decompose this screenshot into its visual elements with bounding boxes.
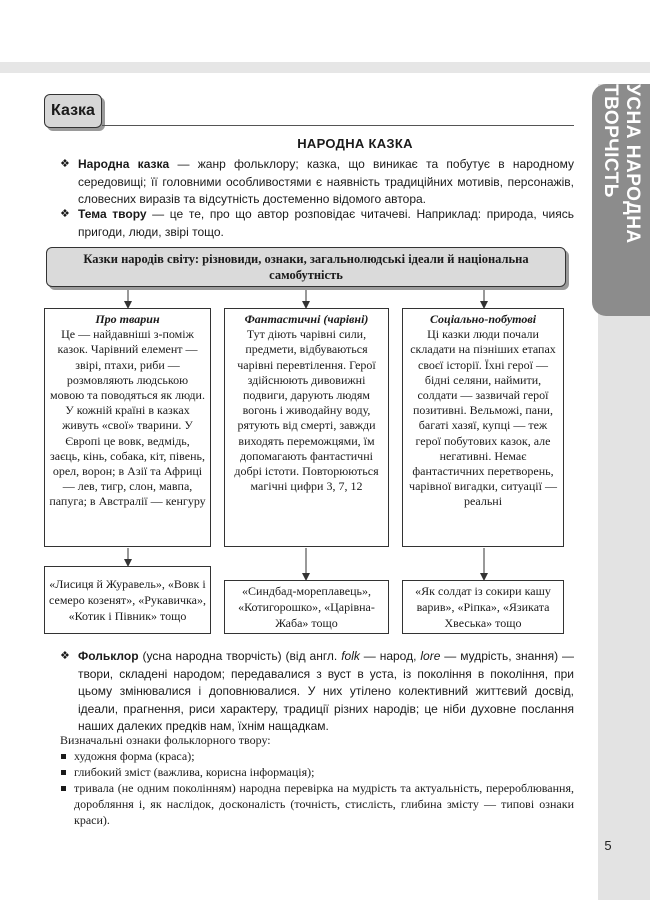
definition-text: — народ, (359, 649, 421, 663)
diamond-bullet-icon: ❖ (60, 158, 70, 170)
column-title: Про тварин (95, 312, 160, 326)
examples-box-fantastic (224, 580, 389, 634)
diagram-column-animals (44, 308, 211, 547)
definition-text: — це те, про що автор розповідає читачеві. Наприклад: природа, чиясь пригоди, люди, звірі тощо. (78, 207, 575, 239)
examples-box-animals (44, 566, 211, 634)
definition-term: Народна казка (78, 157, 170, 171)
column-title: Фантастичні (чарівні) (244, 312, 369, 326)
chapter-side-tab-label: УСНА НАРОДНА ТВОРЧІСТЬ (600, 84, 643, 244)
column-text: Тут діють чарівні сили, предмети, відбуваються чарівні перевтілення. Герої здійснюють дивовижні подвиги, дарують людям вогонь і живодайну воду, рятують від смерті, завжди виходять переможцями, їм допомагають фантастичні добрі істоти. Повторюються магічні цифри 3, 7, 12 (234, 327, 379, 494)
examples-text: «Лисиця й Журавель», «Вовк і семеро козенят», «Рукавичка», «Котик і Півник» тощо (49, 577, 206, 623)
definition-text: (усна народна творчість) (від англ. (138, 649, 342, 663)
column-text: Це — найдавніші з-поміж казок. Чарівний елемент — звірі, птахи, риби — розмовляють людською мовою та поводяться як люди. У кожній країні в казках живуть «свої» тварини. У Європі це вовк, ведмідь, заєць, кінь, собака, кіт, півень, орел, ворон; в Азії та Африці — лев, тигр, слон, мавпа, папуга; в Австралії — кенгуру (49, 327, 206, 509)
list-item: тривала (не одним поколінням) народна перевірка на мудрість та актуальність, перероблювання, доробляння і, як наслідок, досконалість (точність, стислість, глибина змісту — типові ознаки краси). (60, 780, 574, 828)
column-title: Соціально-побутові (429, 312, 537, 326)
definition-text: — мудрість, знання) — твори, складені народом; передавалися з вуст в уста, із покоління в покоління, при цьому змінювалися і доповнювалися. У них утілено колективний життєвий досвід, ідеали, прагнення, риси характеру, традиції різних народів; це ніби духовне послання наших далеких предків нам, їхнім нащадкам. (78, 649, 575, 733)
definition-folklore (60, 648, 574, 736)
features-title: Визначальні ознаки фольклорного твору: (60, 733, 271, 747)
page-heading: НАРОДНА КАЗКА (297, 136, 413, 151)
etymology-word: folk (341, 649, 360, 663)
page-number: 5 (604, 838, 612, 853)
etymology-word: lore (420, 649, 441, 663)
definition-term: Тема твору (78, 207, 147, 221)
column-text: Ці казки люди почали складати на пізніших етапах своєї історії. Їхні герої — бідні селяни, наймити, солдати — зазвичай герої позитивні. Вельможі, пани, багаті хазяї, купці — теж герої побутових казок, але негативні. Немає фантастичних перетворень, чарівної вигадки, ситуації — реальні (409, 327, 557, 509)
examples-box-social (402, 580, 564, 634)
section-title: Казка (44, 94, 102, 128)
diagram-hub-box: Казки народів світу: різновиди, ознаки, загальнолюдські ідеали й національна самобутність (46, 247, 566, 287)
diamond-bullet-icon: ❖ (60, 208, 70, 220)
list-item: глибокий зміст (важлива, корисна інформація); (60, 764, 574, 780)
examples-text: «Як солдат із сокири кашу варив», «Ріпка», «Язиката Хвеська» тощо (415, 584, 551, 630)
definition-text: — жанр фольклору; казка, що виникає та побутує в народному середовищі; її головними особливостями є наявність традиційних мотивів, персонажів, словесних виразів та відсутність достеменно відомого автора. (78, 157, 575, 206)
diagram-column-fantastic (224, 308, 389, 547)
diamond-bullet-icon: ❖ (60, 650, 70, 662)
examples-text: «Синдбад-мореплавець», «Котигорошко», «Царівна-Жаба» тощо (238, 584, 375, 630)
diagram-column-social (402, 308, 564, 547)
features-list (60, 748, 574, 828)
list-item: художня форма (краса); (60, 748, 574, 764)
definition-term: Фольклор (78, 649, 139, 663)
